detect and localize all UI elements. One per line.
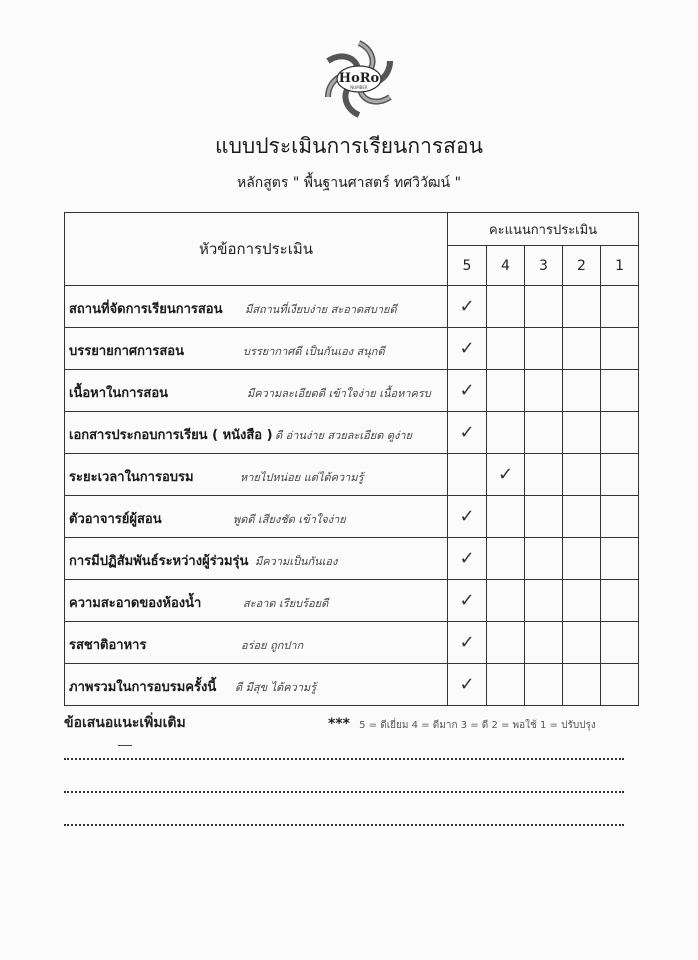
topic-cell [65,412,448,454]
flower-logo-icon [318,38,400,120]
form-title: แบบประเมินการเรียนการสอน [215,134,483,158]
evaluation-rows [65,286,639,706]
score-cell-1[interactable] [601,496,639,538]
score-cell-2[interactable] [563,412,601,454]
evaluation-row [65,580,639,622]
legend-text: 5 = ดีเยี่ยม 4 = ดีมาก 3 = ดี 2 = พอใช้ 1 = ปรับปรุง [359,720,596,731]
evaluation-row [65,622,639,664]
score-cell-1[interactable] [601,328,639,370]
handwritten-comment: สะอาด เรียบร้อยดี [243,597,329,610]
handwritten-comment: บรรยากาศดี เป็นกันเอง สนุกดี [243,345,385,358]
check-mark-icon: ✓ [459,422,475,443]
check-mark-icon: ✓ [459,548,475,569]
score-level-5: 5 [448,246,487,286]
topic-label: สถานที่จัดการเรียนการสอน [69,302,223,317]
suggestion-line-1[interactable] [64,758,624,760]
topic-label: ตัวอาจารย์ผู้สอน [69,512,162,527]
score-cell-2[interactable] [563,286,601,328]
handwritten-comment: พูดดี เสียงชัด เข้าใจง่าย [233,513,346,526]
evaluation-row [65,538,639,580]
score-cell-4[interactable] [487,454,525,496]
score-cell-3[interactable] [525,286,563,328]
topic-label: การมีปฏิสัมพันธ์ระหว่างผู้ร่วมรุ่น [69,554,249,569]
score-cell-3[interactable] [525,664,563,706]
evaluation-row [65,328,639,370]
topic-label: ระยะเวลาในการอบรม [69,470,194,485]
check-mark-icon: ✓ [459,674,475,695]
topic-label: เอกสารประกอบการเรียน ( หนังสือ ) [69,428,273,443]
check-mark-icon: ✓ [459,296,475,317]
score-legend [328,716,596,733]
handwritten-comment: มีความละเอียดดี เข้าใจง่าย เนื้อหาครบ [247,387,431,400]
score-cell-4[interactable] [487,622,525,664]
score-cell-5[interactable] [448,412,487,454]
score-cell-2[interactable] [563,496,601,538]
score-level-3: 3 [525,246,563,286]
score-cell-5[interactable] [448,328,487,370]
handwritten-comment: หายไปหน่อย แต่ได้ความรู้ [240,471,364,484]
check-mark-icon: ✓ [459,506,475,527]
topic-label: ความสะอาดของห้องน้ำ [69,596,202,611]
score-cell-5[interactable] [448,454,487,496]
topic-cell [65,538,448,580]
logo-text: HoRo [338,71,380,86]
score-cell-1[interactable] [601,580,639,622]
topic-cell [65,496,448,538]
score-cell-1[interactable] [601,286,639,328]
score-cell-4[interactable] [487,664,525,706]
suggestion-line-3[interactable] [64,824,624,826]
score-cell-5[interactable] [448,370,487,412]
suggestion-line-2[interactable] [64,791,624,793]
score-cell-3[interactable] [525,454,563,496]
score-cell-1[interactable] [601,664,639,706]
topic-label: เนื้อหาในการสอน [69,386,169,401]
handwritten-comment: ดี อ่านง่าย สวยละเอียด ดูง่าย [275,429,413,442]
score-cell-5[interactable] [448,664,487,706]
topic-label: รสชาติอาหาร [69,638,147,653]
course-subtitle: หลักสูตร " พื้นฐานศาสตร์ ทศวิวัฒน์ " [236,175,462,191]
score-cell-4[interactable] [487,286,525,328]
topic-cell [65,454,448,496]
topic-cell [65,622,448,664]
score-cell-2[interactable] [563,454,601,496]
evaluation-row [65,496,639,538]
check-mark-icon: ✓ [459,380,475,401]
check-mark-icon: ✓ [459,632,475,653]
score-cell-3[interactable] [525,580,563,622]
score-cell-3[interactable] [525,622,563,664]
score-cell-1[interactable] [601,454,639,496]
check-mark-icon: ✓ [497,464,514,485]
score-cell-3[interactable] [525,412,563,454]
score-cell-2[interactable] [563,370,601,412]
score-cell-4[interactable] [487,328,525,370]
topic-label: บรรยายกาศการสอน [69,344,184,359]
evaluation-table [64,212,639,706]
score-cell-3[interactable] [525,496,563,538]
score-level-2: 2 [563,246,601,286]
score-cell-5[interactable] [448,286,487,328]
check-mark-icon: ✓ [459,338,475,359]
legend-stars: *** [328,716,350,732]
pen-dash-mark [118,745,132,746]
score-cell-1[interactable] [601,622,639,664]
handwritten-comment: มีสถานที่เงียบง่าย สะอาดสบายดี [245,303,397,316]
score-cell-2[interactable] [563,538,601,580]
score-cell-2[interactable] [563,622,601,664]
score-cell-4[interactable] [487,370,525,412]
handwritten-comment: อร่อย ถูกปาก [241,639,304,652]
score-cell-2[interactable] [563,580,601,622]
topic-cell [65,580,448,622]
evaluation-row [65,412,639,454]
score-cell-1[interactable] [601,412,639,454]
topic-cell [65,664,448,706]
evaluation-row [65,370,639,412]
score-cell-5[interactable] [448,538,487,580]
evaluation-row [65,286,639,328]
score-cell-2[interactable] [563,664,601,706]
score-cell-3[interactable] [525,328,563,370]
score-cell-2[interactable] [563,328,601,370]
score-cell-5[interactable] [448,580,487,622]
score-cell-4[interactable] [487,580,525,622]
handwritten-comment: มีความเป็นกันเอง [255,555,338,568]
score-cell-3[interactable] [525,370,563,412]
evaluation-row [65,664,639,706]
evaluation-row [65,454,639,496]
score-cell-4[interactable] [487,496,525,538]
topic-column-header: หัวข้อการประเมิน [65,213,448,286]
score-cell-5[interactable] [448,622,487,664]
score-column-header: คะแนนการประเมิน [448,213,639,246]
topic-cell [65,370,448,412]
score-cell-1[interactable] [601,370,639,412]
score-level-4: 4 [487,246,525,286]
check-mark-icon: ✓ [459,590,475,611]
handwritten-comment: ดี มีสุข ได้ความรู้ [235,681,317,694]
topic-cell [65,286,448,328]
score-cell-1[interactable] [601,538,639,580]
score-cell-3[interactable] [525,538,563,580]
score-cell-4[interactable] [487,538,525,580]
logo-subtext: NUMBER [350,85,368,90]
score-level-1: 1 [601,246,639,286]
topic-cell [65,328,448,370]
suggestion-label: ข้อเสนอแนะเพิ่มเติม [64,715,186,731]
score-cell-4[interactable] [487,412,525,454]
topic-label: ภาพรวมในการอบรมครั้งนี้ [69,680,217,695]
score-cell-5[interactable] [448,496,487,538]
